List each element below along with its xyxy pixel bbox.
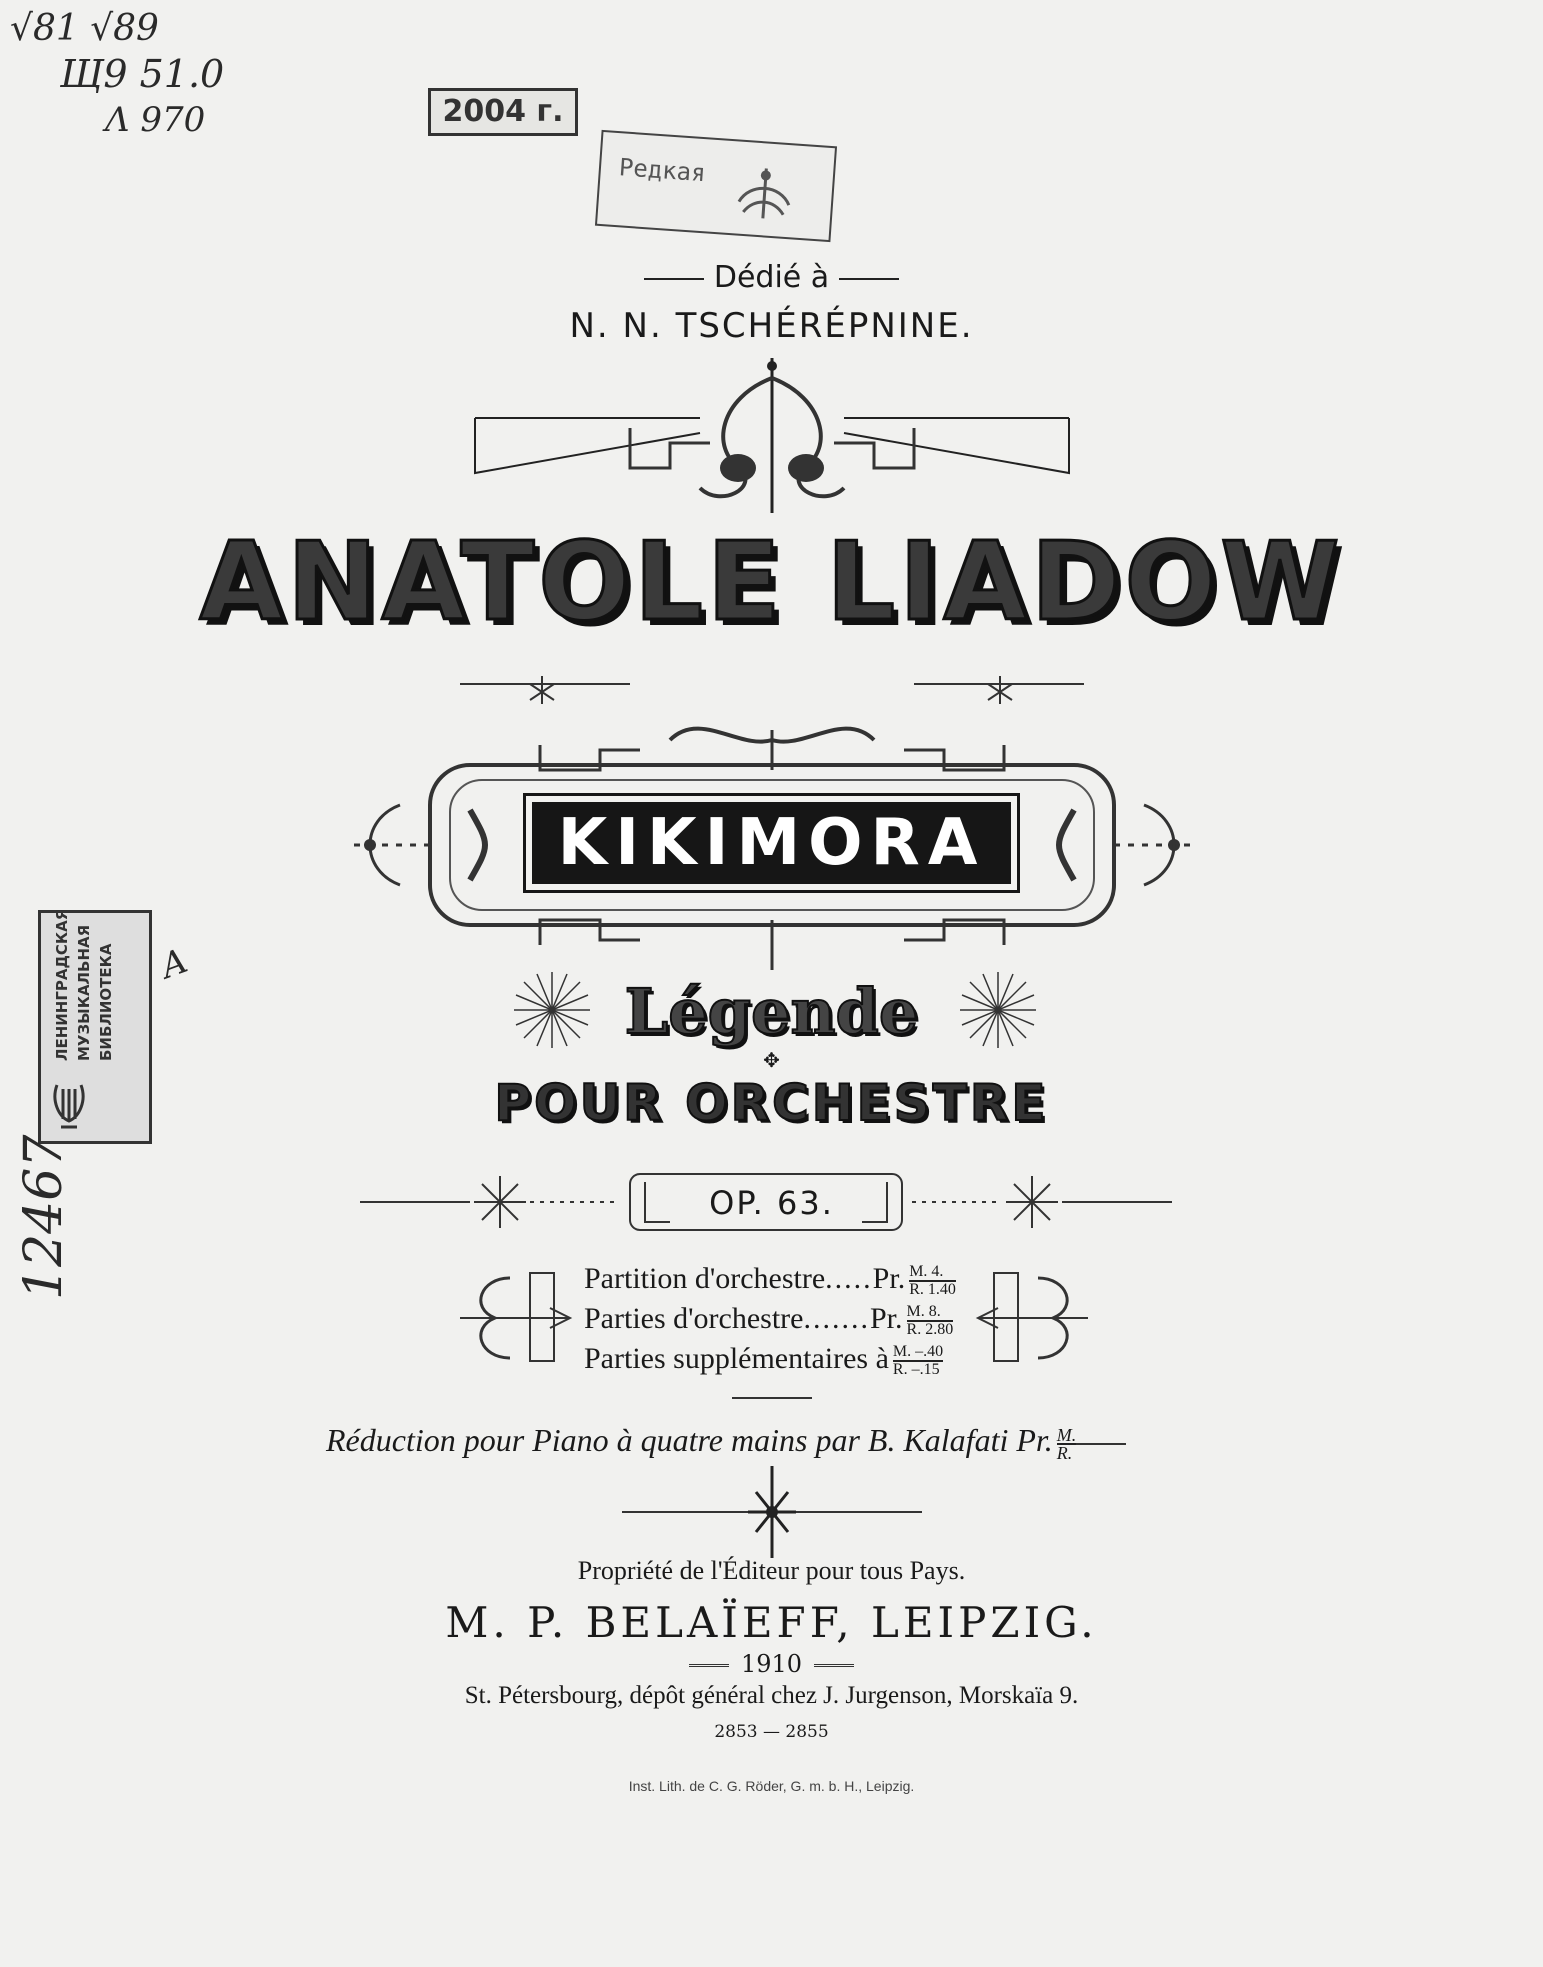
- price-ornament-right: [968, 1268, 1098, 1366]
- price-fraction: [909, 1264, 956, 1298]
- price-prefix: Pr.: [870, 1302, 903, 1335]
- dedication-line-1: [0, 260, 1543, 295]
- price-marks: M. 4.: [909, 1264, 956, 1282]
- dedicatee-name: N. N. TSCHÉRÉPNINE.: [569, 306, 974, 346]
- reduction-fraction: [1056, 1424, 1077, 1463]
- publisher-name: M. P. BELAÏEFF, LEIPZIG.: [445, 1598, 1098, 1647]
- work-title: KIKIMORA: [532, 802, 1012, 884]
- price-row: Partition d'orchestre.....Pr. $\frac{M. 4.}{R. 1.40}$: [584, 1262, 956, 1299]
- small-fleuron-icon: ✥: [763, 1048, 780, 1072]
- composer-underline: [460, 672, 1084, 712]
- reduction-prefix: Pr.: [1016, 1422, 1053, 1458]
- price-fraction: [893, 1344, 943, 1378]
- top-ornament: [470, 358, 1074, 518]
- price-roubles: R. 2.80: [906, 1321, 954, 1339]
- inventory-stamp: [428, 88, 578, 136]
- price-roubles: R. –.15: [892, 1361, 940, 1379]
- compass-star-ornament: [622, 1462, 922, 1562]
- reduction-text: Réduction pour Piano à quatre mains par B. Kalafati: [326, 1422, 1009, 1458]
- title-box: [0, 806, 1543, 880]
- price-marks: M. 8.: [907, 1304, 954, 1322]
- handwritten-letter: A: [155, 941, 193, 987]
- price-label: Parties d'orchestre: [584, 1302, 804, 1335]
- handwritten-note-2: Щ9 51.0: [60, 52, 225, 96]
- handwritten-side-number: 12467: [14, 1134, 74, 1300]
- rare-stamp-text: Редкая: [618, 153, 707, 188]
- price-roubles: R. 1.40: [909, 1281, 956, 1299]
- handwritten-note-3: Λ 970: [105, 100, 206, 140]
- reduction-marks: M.: [1056, 1424, 1077, 1445]
- price-row: Parties d'orchestre.......Pr. $\frac{M. 8.}{R. 2.80}$: [584, 1302, 954, 1339]
- handwritten-note-1: √81 √89: [10, 8, 159, 49]
- publication-year-line: [0, 1650, 1543, 1678]
- price-marks: M. –.40: [892, 1343, 944, 1361]
- price-ornament-left: [450, 1268, 580, 1366]
- printer-credit: Inst. Lith. de C. G. Röder, G. m. b. H., Leipzig.: [628, 1778, 915, 1794]
- price-label: Parties supplémentaires à: [584, 1342, 889, 1375]
- subtitle-legende: Légende: [624, 975, 919, 1048]
- dedication-label: Dédié à: [713, 260, 830, 295]
- price-prefix: Pr.: [872, 1262, 906, 1295]
- rights-notice: Propriété de l'Éditeur pour tous Pays.: [577, 1556, 966, 1585]
- rare-stamp: [595, 130, 837, 242]
- small-divider: [0, 1384, 1543, 1403]
- plate-numbers: 2853 — 2855: [714, 1722, 829, 1742]
- reduction-roubles: R.: [1056, 1442, 1073, 1463]
- reduction-line: [326, 1422, 1126, 1461]
- rare-stamp-ornament: [718, 160, 812, 226]
- price-row: [584, 1342, 943, 1378]
- price-label: Partition d'orchestre: [584, 1262, 826, 1295]
- subtitle-pour-orchestre: POUR ORCHESTRE: [494, 1074, 1049, 1132]
- depot-line: St. Pétersbourg, dépôt général chez J. Jurgenson, Morskaïa 9.: [464, 1682, 1079, 1709]
- inventory-stamp-text: 2004 г.: [442, 94, 564, 129]
- publication-year: 1910: [740, 1650, 803, 1678]
- price-fraction: [907, 1304, 954, 1338]
- composer-name: ANATOLE LIADOW: [199, 520, 1344, 645]
- library-stamp-text: ЛЕНИНГРАДСКАЯ МУЗЫКАЛЬНАЯ БИБЛИОТЕКА: [53, 908, 115, 1061]
- opus-number: OP. 63.: [709, 1184, 834, 1222]
